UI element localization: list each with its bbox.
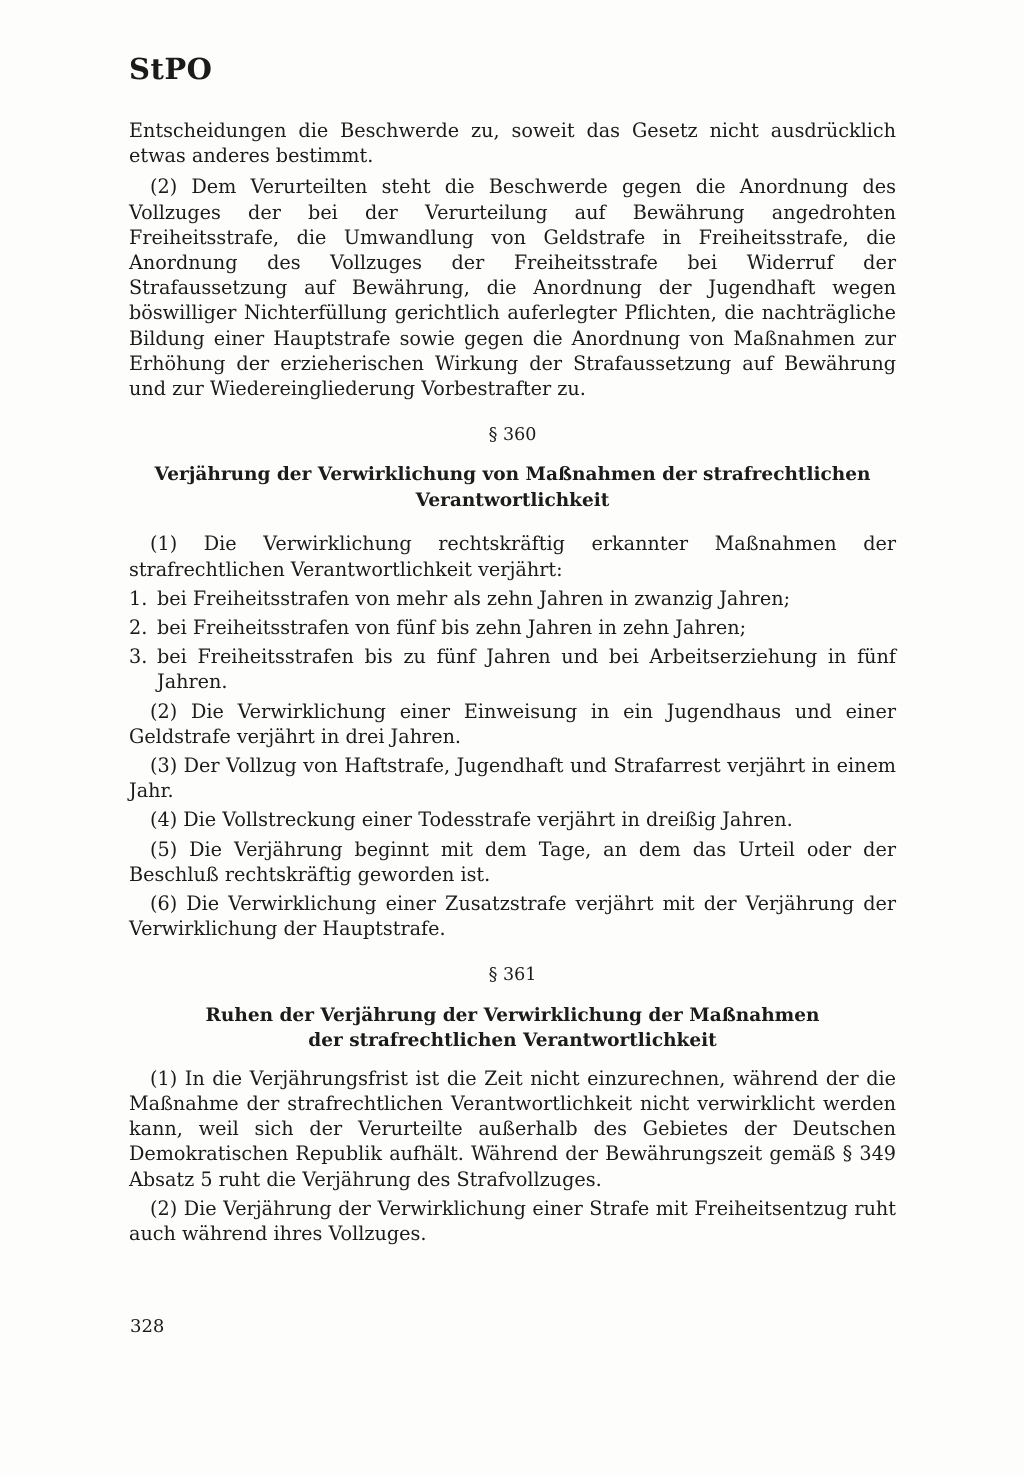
paragraph-6: (6) Die Verwirklichung einer Zusatzstrafe verjährt mit der Verjährung der Verwirklichung der Hauptstrafe.	[129, 892, 896, 941]
section-number: § 361	[488, 965, 537, 986]
continuation-paragraph: Entscheidungen die Beschwerde zu, soweit das Gesetz nicht ausdrücklich etwas anderes bestimmt.	[129, 119, 896, 168]
list-item	[129, 586, 896, 611]
section-title-line-2: Verantwortlichkeit	[415, 489, 610, 511]
paragraph-2: (2) Die Verjährung der Verwirklichung einer Strafe mit Freiheitsentzug ruht auch während ihres Vollzuges.	[129, 1196, 896, 1245]
paragraph-1: (1) In die Verjährungsfrist ist die Zeit nicht einzurechnen, während der die Maßnahme der strafrechtlichen Verantwortlichkeit nicht verwirklicht werden kann, weil sich der Verurteilte außerhalb des Gebietes der Deutschen Demokratischen Republik aufhält. Während der Bewährungszeit gemäß § 349 Absatz 5 ruht die Verjährung des Strafvollzuges.	[129, 1066, 896, 1191]
paragraph-2: (2) Die Verwirklichung einer Einweisung in ein Jugendhaus und einer Geldstrafe verjährt in drei Jahren.	[129, 699, 896, 748]
running-head: StPO	[129, 52, 213, 86]
section-361	[129, 963, 896, 1246]
section-360	[129, 423, 896, 941]
page-number: 328	[130, 1316, 165, 1337]
list-item-number: 3.	[129, 645, 148, 669]
paragraph-4: (4) Die Vollstreckung einer Todesstrafe verjährt in dreißig Jahren.	[150, 808, 793, 832]
paragraph-5: (5) Die Verjährung beginnt mit dem Tage, an dem das Urteil oder der Beschluß rechtskräftig geworden ist.	[129, 837, 896, 886]
list-item-text: bei Freiheitsstrafen von mehr als zehn Jahren in zwanzig Jahren;	[157, 586, 791, 610]
section-title-line-1: Ruhen der Verjährung der Verwirklichung der Maßnahmen	[205, 1004, 820, 1026]
list-item	[129, 615, 896, 640]
list-item	[129, 644, 896, 694]
list-item-text: bei Freiheitsstrafen von fünf bis zehn Jahren in zehn Jahren;	[157, 616, 747, 640]
list-item-text: bei Freiheitsstrafen bis zu fünf Jahren und bei Arbeitserziehung in fünf Jahren.	[157, 645, 896, 694]
section-title	[129, 1003, 896, 1054]
paragraph-3: (3) Der Vollzug von Haftstrafe, Jugendhaft und Strafarrest verjährt in einem Jahr.	[129, 754, 896, 803]
section-title-line-2: der strafrechtlichen Verantwortlichkeit	[308, 1030, 717, 1052]
section-title-line-1: Verjährung der Verwirklichung von Maßnahmen der strafrechtlichen	[154, 464, 871, 486]
paragraph-1: (1) Die Verwirklichung rechtskräftig erkannter Maßnahmen der strafrechtlichen Verantwortlichkeit verjährt:	[129, 532, 896, 581]
list-item-number: 2.	[129, 616, 148, 640]
list-item-number: 1.	[129, 586, 148, 610]
section-number: § 360	[488, 425, 537, 446]
section-title	[129, 462, 896, 513]
page-content	[129, 118, 896, 1246]
paragraph-2: (2) Dem Verurteilten steht die Beschwerde gegen die Anordnung des Vollzuges der bei der Verurteilung auf Bewährung angedrohten Freiheitsstrafe, die Umwandlung von Geldstrafe in Freiheitsstrafe, die Anordnung des Vollzuges der Freiheitsstrafe bei Widerruf der Strafaussetzung auf Bewährung, die Anordnung der Jugendhaft wegen böswilliger Nichterfüllung gerichtlich auferlegter Pflichten, die nachträgliche Bildung einer Hauptstrafe sowie gegen die Anordnung von Maßnahmen zur Erhöhung der erzieherischen Wirkung der Strafaussetzung auf Bewährung und zur Wiedereingliederung Vorbestrafter zu.	[129, 175, 896, 401]
